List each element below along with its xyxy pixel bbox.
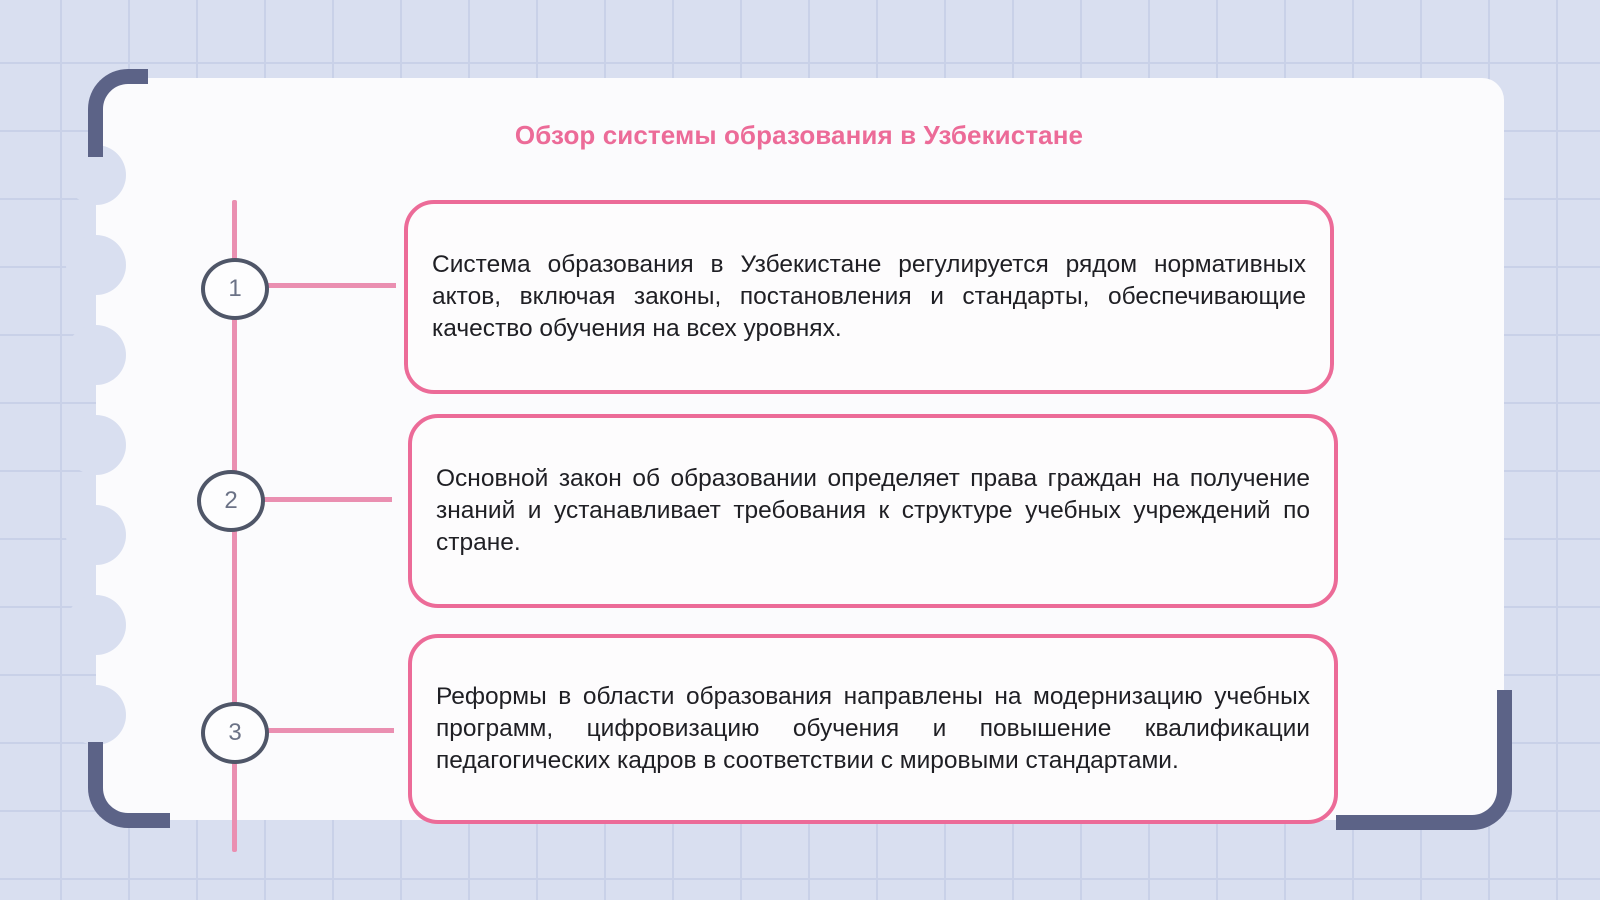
sheet-scallop (66, 595, 126, 655)
timeline-card-1 (404, 200, 1334, 394)
timeline-connector-3 (266, 728, 394, 733)
frame-corner-top-left (88, 69, 148, 157)
sheet-scallop (66, 685, 126, 745)
frame-corner-bottom-right (1336, 690, 1512, 830)
timeline-card-3 (408, 634, 1338, 824)
timeline-card-2 (408, 414, 1338, 608)
timeline-connector-1 (266, 283, 396, 288)
frame-corner-bottom-left (88, 742, 170, 828)
sheet-scallop (66, 415, 126, 475)
sheet-scallop (66, 325, 126, 385)
sheet-scallop (66, 235, 126, 295)
timeline-node-2: 2 (197, 470, 265, 532)
sheet-scallop (66, 505, 126, 565)
timeline-card-text: Основной закон об образовании определяет права граждан на получение знаний и устанавливает требования к структуре учебных учреждений по стране. (436, 465, 1310, 556)
timeline-card-text: Система образования в Узбекистане регулируется рядом нормативных актов, включая законы, постановления и стандарты, обеспечивающие качество обучения на всех уровнях. (432, 251, 1306, 342)
slide-title: Обзор системы образования в Узбекистане (514, 120, 1084, 150)
timeline-connector-2 (262, 497, 392, 502)
timeline-card-text: Реформы в области образования направлены на модернизацию учебных программ, цифровизацию обучения и повышение квалификации педагогических кадров в соответствии с мировыми стандартами. (436, 683, 1310, 774)
timeline-node-1: 1 (201, 258, 269, 320)
timeline-node-3: 3 (201, 702, 269, 764)
